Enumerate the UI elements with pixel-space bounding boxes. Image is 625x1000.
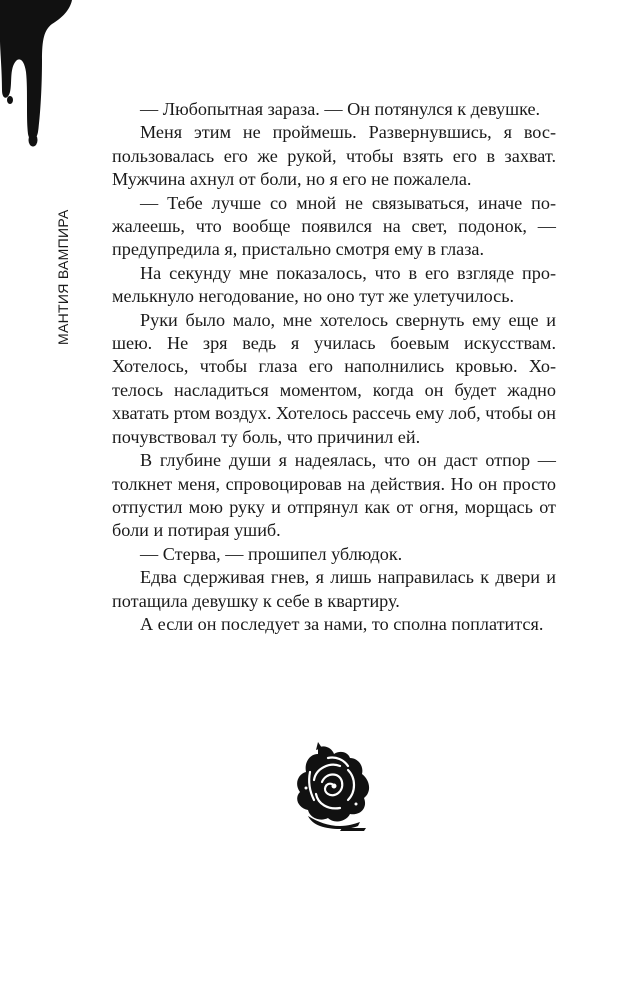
paragraph: — Тебе лучше со мной не связываться, иначе пожалеешь, что вообще появился на свет, подонок, — предупредила я, пристально смотря ему в глаза. [112, 192, 556, 260]
paragraph: — Любопытная зараза. — Он потянулся к девушке. [140, 99, 541, 119]
running-head: МАНТИЯ ВАМПИРА [55, 209, 71, 345]
paragraph: — Стерва, — прошипел ублюдок. [140, 543, 403, 564]
ink-drip-icon [0, 0, 80, 150]
paragraph: Меня этим не проймешь. Развернувшись, я воспользовалась его же рукой, чтобы взять его в захват. Мужчина ахнул от боли, но я его не пожалела. [112, 122, 556, 190]
paragraph: А если он последует за нами, то сполна поплатится. [140, 613, 544, 634]
body-text [112, 98, 556, 636]
paragraph: В глубине души я надеялась, что он даст отпор — толкнет меня, спровоцировав на действия. Но он просто отпустил мою руку и отпрянул как от огня, морщась от боли и потирая ушиб. [112, 450, 556, 541]
paragraph: На секунду мне показалось, что в его взгляде промелькнуло негодование, но оно тут же улетучилось. [112, 262, 556, 307]
paragraph: Едва сдерживая гнев, я лишь направилась к двери и потащила девушку к себе в квартиру. [112, 567, 556, 611]
paragraph: Руки было мало, мне хотелось свернуть ему еще и шею. Не зря ведь я училась боевым искусствам. Хотелось, чтобы глаза его наполнились кровью. Хотелось насладиться моментом, когда он будет жадно хватать ртом воздух. Хотелось рассечь ему лоб, чтобы он почувствовал ту боль, что причинил ей. [112, 309, 556, 447]
rose-icon [288, 742, 378, 834]
